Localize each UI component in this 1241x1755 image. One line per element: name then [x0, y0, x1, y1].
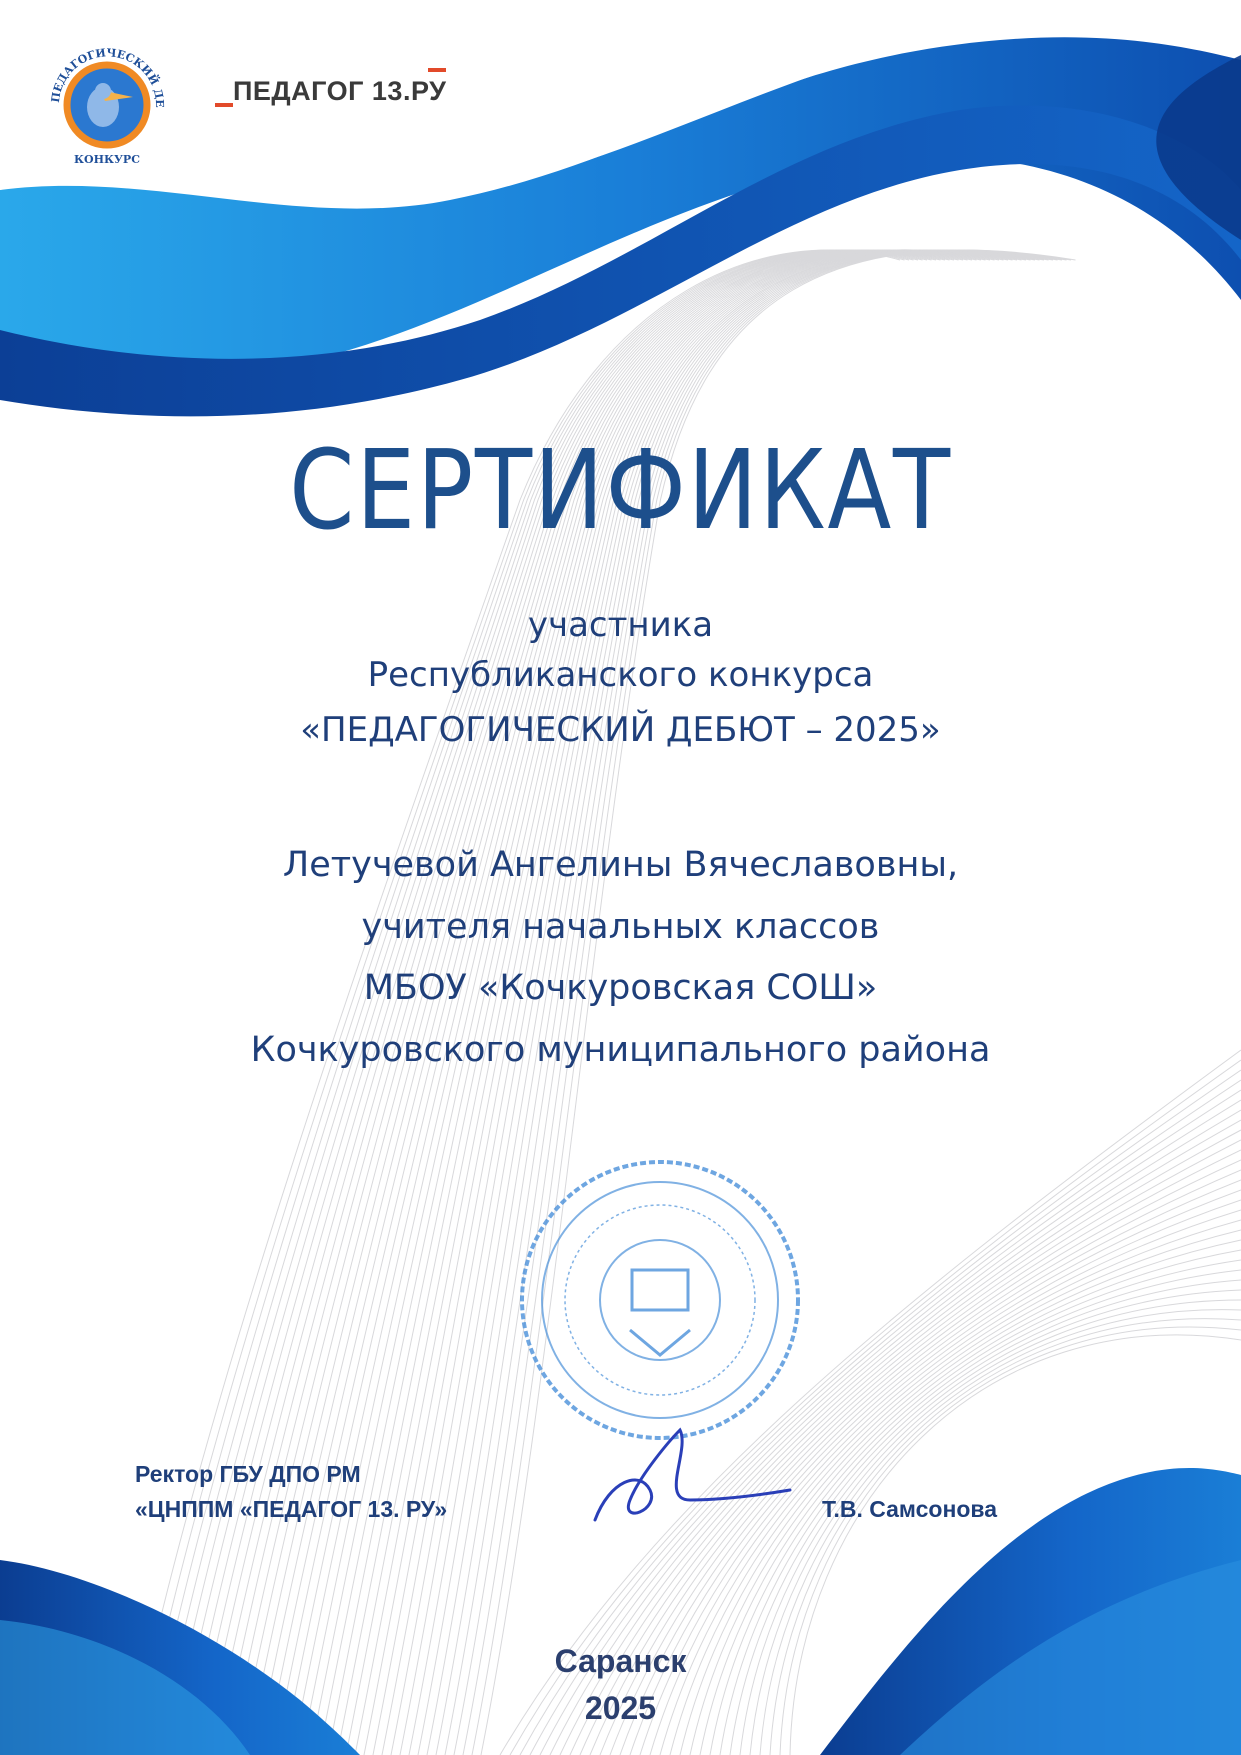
brand-accent-bar [215, 103, 233, 107]
logo-bottom-text: КОНКУРС [74, 153, 140, 166]
signatory-role-line-1: Ректор ГБУ ДПО РМ [135, 1461, 361, 1487]
official-stamp [522, 1162, 798, 1438]
handwritten-signature [595, 1430, 790, 1520]
recipient-position: учителя начальных классов [361, 907, 880, 947]
logo-ring-text: ПЕДАГОГИЧЕСКИЙ ДЕ [48, 46, 167, 108]
signatory-name: Т.В. Самсонова [822, 1496, 998, 1522]
signatory-role-line-2: «ЦНППМ «ПЕДАГОГ 13. РУ» [135, 1496, 448, 1522]
footer-city: Саранск [554, 1643, 687, 1679]
subtitle-line-1: участника [527, 605, 714, 645]
recipient-name: Летучевой Ангелины Вячеславовны, [282, 845, 959, 885]
recipient-school: МБОУ «Кочкуровская СОШ» [363, 968, 878, 1008]
subtitle-line-2: Республиканского конкурса [367, 655, 874, 695]
brand-accent-bar-right [428, 68, 446, 72]
brand-name: ПЕДАГОГ 13.РУ [233, 76, 447, 106]
subtitle-line-3: «ПЕДАГОГИЧЕСКИЙ ДЕБЮТ – 2025» [300, 710, 941, 750]
contest-logo [45, 35, 170, 170]
certificate-title: СЕРТИФИКАТ [289, 426, 952, 554]
pelican-emblem-icon [45, 35, 170, 170]
footer-year: 2025 [584, 1690, 657, 1726]
recipient-district: Кочкуровского муниципального района [250, 1030, 991, 1070]
